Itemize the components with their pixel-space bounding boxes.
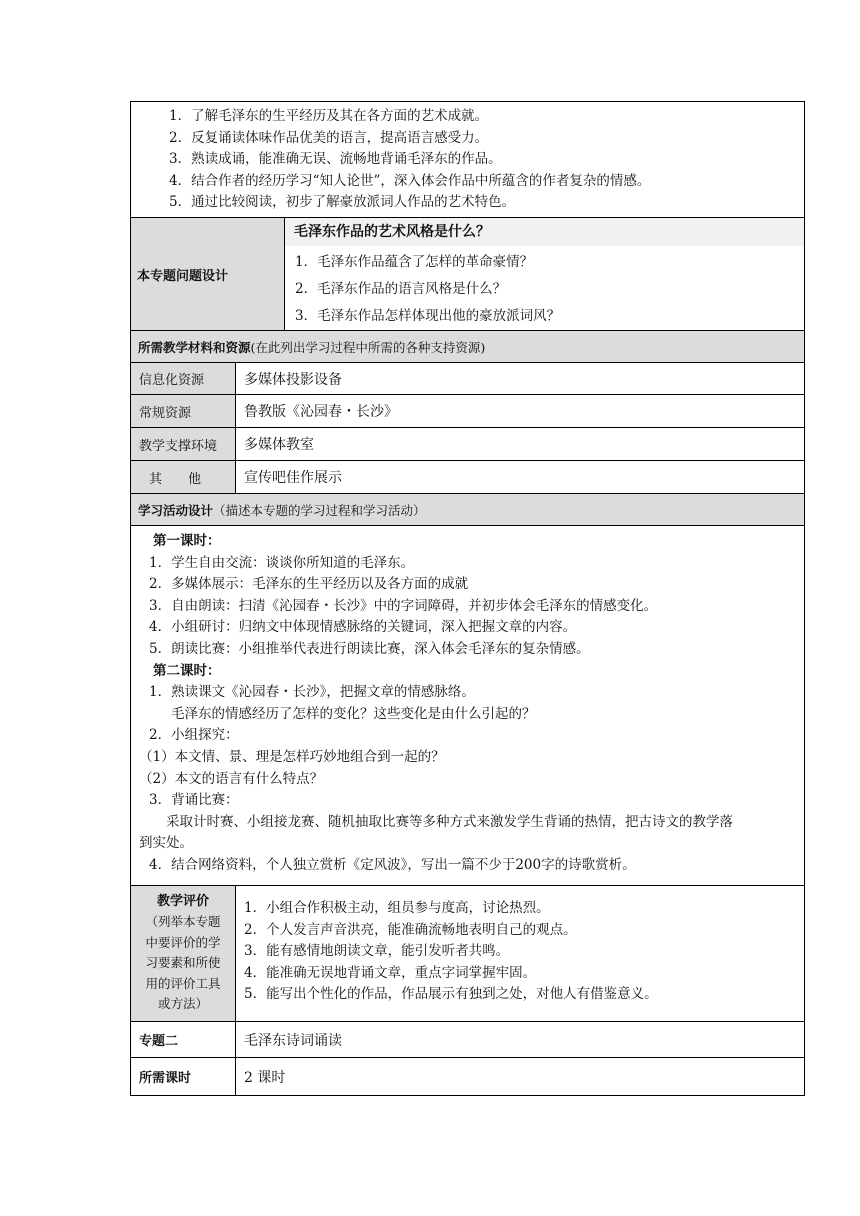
evaluation-row [131, 885, 804, 1021]
activity-item: （2）本文的语言有什么特点？ [139, 770, 324, 787]
resource-label: 其 他 [131, 461, 236, 493]
objective-item: 3．熟读成诵，能准确无误、流畅地背诵毛泽东的作品。 [169, 151, 502, 168]
resource-value: 鲁教版《沁园春・长沙》 [244, 404, 398, 420]
objective-item: 5．通过比较阅读，初步了解豪放派词人作品的艺术特色。 [169, 194, 516, 211]
hours-value: 2 课时 [244, 1069, 286, 1086]
resource-row [131, 427, 804, 460]
lesson2-title: 第二课时： [153, 662, 221, 679]
evaluation-label-note: 或方法） [157, 996, 208, 1011]
activity-item: 3．背诵比赛： [149, 792, 239, 809]
evaluation-item: 4．能准确无误地背诵文章，重点字词掌握牢固。 [244, 964, 537, 981]
question-design-label: 本专题问题设计 [137, 268, 229, 284]
activity-paragraph: 到实处。 [139, 835, 193, 852]
evaluation-label-cell [131, 886, 236, 1021]
evaluation-item: 2．个人发言声音洪亮，能准确流畅地表明自己的观点。 [244, 921, 577, 938]
question-design-content [285, 218, 804, 330]
lesson1-title: 第一课时： [153, 533, 221, 549]
activity-item: 1．熟读课文《沁园春・长沙》，把握文章的情感脉络。 [149, 684, 475, 701]
objective-item: 2．反复诵读体味作品优美的语言，提高语言感受力。 [169, 129, 489, 146]
activity-item: 1．学生自由交流：谈谈你所知道的毛泽东。 [149, 554, 415, 571]
activity-item: 毛泽东的情感经历了怎样的变化？这些变化是由什么引起的？ [171, 705, 536, 722]
evaluation-label-note: （列举本专题 [145, 914, 221, 929]
activity-item: 2．多媒体展示：毛泽东的生平经历以及各方面的成就 [149, 576, 469, 593]
resource-row [131, 394, 804, 427]
hours-row [131, 1057, 804, 1095]
resource-label: 常规资源 [131, 395, 236, 427]
sub-question: 1．毛泽东作品蕴含了怎样的革命豪情？ [295, 254, 534, 270]
topic-label: 专题二 [131, 1022, 236, 1057]
hours-label: 所需课时 [131, 1058, 236, 1095]
main-question: 毛泽东作品的艺术风格是什么？ [285, 218, 804, 246]
resource-value: 多媒体教室 [244, 437, 314, 453]
activity-paragraph: 采取计时赛、小组接龙赛、随机抽取比赛等多种方式来激发学生背诵的热情，把古诗文的教学落 [166, 813, 733, 830]
evaluation-content [236, 886, 804, 1021]
resource-label: 信息化资源 [131, 363, 236, 394]
resources-header [131, 330, 804, 362]
evaluation-label-note: 中要评价的学 [145, 934, 221, 950]
evaluation-label-note: 习要素和所使 [145, 955, 221, 970]
resource-label: 教学支撑环境 [131, 428, 236, 460]
activities-header [131, 493, 804, 525]
objective-item: 1．了解毛泽东的生平经历及其在各方面的艺术成就。 [169, 108, 489, 124]
activity-item: （1）本文情、景、理是怎样巧妙地组合到一起的？ [139, 748, 445, 765]
resources-header-note: (在此列出学习过程中所需的各种支持资源) [250, 339, 486, 355]
objectives-section [131, 102, 804, 217]
activities-section [131, 525, 804, 885]
resource-row [131, 362, 804, 394]
evaluation-label-note: 用的评价工具 [145, 975, 221, 991]
question-design-label-cell [131, 218, 285, 330]
topic-row [131, 1021, 804, 1057]
activity-item: 4．结合网络资料，个人独立赏析《定风波》，写出一篇不少于200字的诗歌赏析。 [149, 856, 636, 873]
resource-value: 宣传吧佳作展示 [244, 470, 342, 486]
resource-row [131, 460, 804, 493]
activity-item: 4．小组研讨：归纳文中体现情感脉络的关键词，深入把握文章的内容。 [149, 619, 577, 636]
objective-item: 4．结合作者的经历学习“知人论世”，深入体会作品中所蕴含的作者复杂的情感。 [169, 172, 651, 189]
sub-question: 3．毛泽东作品怎样体现出他的豪放派词风？ [295, 308, 561, 324]
lesson-plan-table [130, 101, 805, 1096]
sub-question: 2．毛泽东作品的语言风格是什么？ [295, 281, 507, 297]
evaluation-item: 3．能有感情地朗读文章，能引发听者共鸣。 [244, 943, 510, 960]
activities-header-title: 学习活动设计 [138, 502, 214, 518]
activity-item: 3．自由朗读：扫清《沁园春・长沙》中的字词障碍，并初步体会毛泽东的情感变化。 [149, 597, 658, 614]
topic-value: 毛泽东诗词诵读 [244, 1032, 342, 1049]
question-design-row [131, 217, 804, 330]
activity-item: 2．小组探究： [149, 727, 239, 744]
evaluation-item: 1．小组合作积极主动，组员参与度高，讨论热烈。 [244, 900, 550, 916]
activities-header-note: （描述本专题的学习过程和学习活动） [213, 502, 426, 518]
evaluation-item: 5．能写出个性化的作品，作品展示有独到之处，对他人有借鉴意义。 [244, 986, 658, 1003]
activity-item: 5．朗读比赛：小组推举代表进行朗读比赛，深入体会毛泽东的复杂情感。 [149, 640, 590, 657]
resources-header-title: 所需教学材料和资源 [138, 339, 251, 355]
evaluation-label-title: 教学评价 [156, 894, 209, 909]
resource-value: 多媒体投影设备 [244, 371, 342, 388]
